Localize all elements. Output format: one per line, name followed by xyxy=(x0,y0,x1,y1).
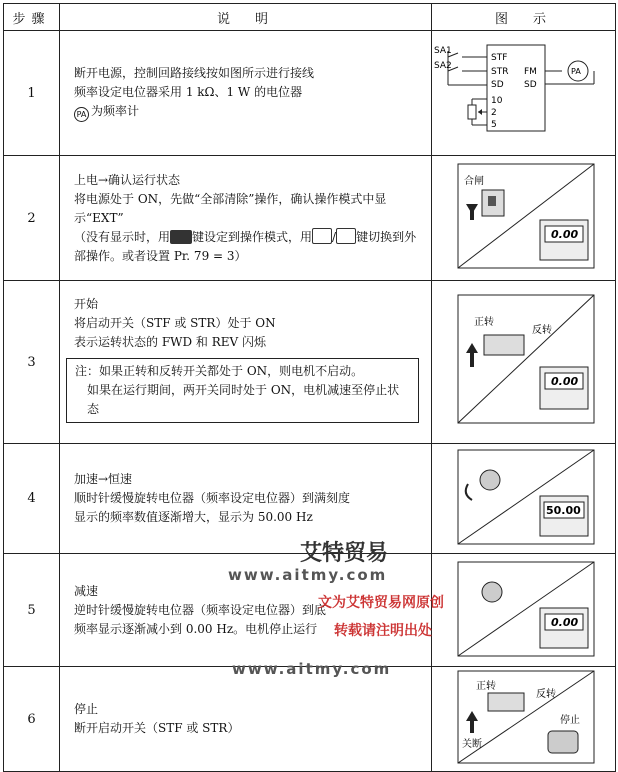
svg-text:正转: 正转 xyxy=(474,317,494,328)
svg-text:关断: 关断 xyxy=(462,739,482,750)
header-row xyxy=(4,4,616,31)
svg-text:5: 5 xyxy=(491,120,497,130)
decelerate-figure xyxy=(432,554,616,667)
step-description: 减速 逆时针缓慢旋转电位器（频率设定电位器）到底 频率显示逐渐减小到 0.00 Hz。电机停止运行 xyxy=(60,554,432,667)
watermark-brand: 艾特贸易 xyxy=(300,541,389,566)
svg-text:SA1: SA1 xyxy=(434,46,452,56)
svg-text:SA2: SA2 xyxy=(434,61,452,71)
watermark-url-2: www.aitmy.com xyxy=(232,660,392,678)
step-description: 开始 将启动开关（STF 或 STR）处于 ON 表示运转状态的 FWD 和 REV 闪烁 注：如果正转和反转开关都处于 ON，则电机不启动。 如果在运行期间，两开关同时处于 ON，电机减速至停止状态 xyxy=(60,281,432,444)
step-description: 断开电源，控制回路接线按如图所示进行接线 频率设定电位器采用 1 kΩ、1 W 的电位器 PA 为频率计 xyxy=(60,31,432,156)
step-description: 停止 断开启动开关（STF 或 STR） xyxy=(60,667,432,772)
mode-key-icon xyxy=(170,230,192,244)
svg-text:50.00: 50.00 xyxy=(546,504,581,517)
step-number: 3 xyxy=(4,281,60,444)
watermark-url: www.aitmy.com xyxy=(228,566,388,584)
step-number: 6 xyxy=(4,667,60,772)
svg-text:合闸: 合闸 xyxy=(464,176,484,187)
table-row xyxy=(4,281,616,444)
svg-text:反转: 反转 xyxy=(532,325,552,336)
table-row xyxy=(4,667,616,772)
svg-text:停止: 停止 xyxy=(560,715,580,726)
svg-text:SD: SD xyxy=(524,80,537,90)
accelerate-figure xyxy=(432,444,616,554)
table-row xyxy=(4,554,616,667)
header-step: 步骤 xyxy=(4,4,60,31)
svg-text:STF: STF xyxy=(491,53,508,63)
step-description: 上电→确认运行状态 将电源处于 ON，先做“全部清除”操作，确认操作模式中显示“EXT” （没有显示时，用 键设定到操作模式，用 / 键切换到外部操作。或者设置 Pr. 79 = 3） xyxy=(60,156,432,281)
svg-text:反转: 反转 xyxy=(536,689,556,700)
wiring-diagram xyxy=(432,31,616,156)
power-on-figure xyxy=(432,156,616,281)
svg-text:10: 10 xyxy=(491,96,503,106)
stop-figure xyxy=(432,667,616,772)
svg-text:2: 2 xyxy=(491,108,497,118)
table-row xyxy=(4,31,616,156)
step-number: 2 xyxy=(4,156,60,281)
start-figure xyxy=(432,281,616,444)
svg-text:FM: FM xyxy=(524,67,537,77)
svg-text:0.00: 0.00 xyxy=(551,375,579,388)
step-number: 1 xyxy=(4,31,60,156)
svg-text:STR: STR xyxy=(491,67,509,77)
watermark-original: 文为艾特贸易网原创 xyxy=(318,595,444,611)
svg-text:PA: PA xyxy=(571,67,581,76)
procedure-table xyxy=(3,3,616,772)
note-box: 注：如果正转和反转开关都处于 ON，则电机不启动。 如果在运行期间，两开关同时处于 ON，电机减速至停止状态 xyxy=(66,358,419,423)
down-key-icon xyxy=(336,228,356,244)
svg-text:0.00: 0.00 xyxy=(551,616,579,629)
step-number: 4 xyxy=(4,444,60,554)
step-number: 5 xyxy=(4,554,60,667)
table-row xyxy=(4,444,616,554)
table-row xyxy=(4,156,616,281)
header-fig: 图 示 xyxy=(432,4,616,31)
step-description: 加速→恒速 顺时针缓慢旋转电位器（频率设定电位器）到满刻度 显示的频率数值逐渐增大，显示为 50.00 Hz xyxy=(60,444,432,554)
up-key-icon xyxy=(312,228,332,244)
svg-text:0.00: 0.00 xyxy=(551,228,579,241)
svg-text:正转: 正转 xyxy=(476,681,496,692)
frequency-meter-icon: PA xyxy=(74,107,89,122)
svg-text:SD: SD xyxy=(491,80,504,90)
header-desc: 说 明 xyxy=(60,4,432,31)
watermark-repost: 转载请注明出处 xyxy=(334,623,432,639)
